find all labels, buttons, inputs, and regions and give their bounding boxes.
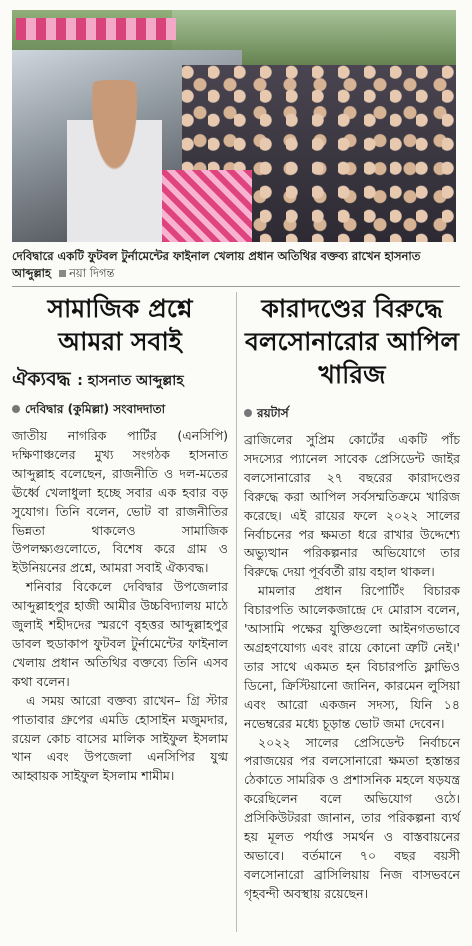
- subhead-main: ঐক্যবদ্ধ: [12, 368, 71, 390]
- photo-caption: [12, 248, 460, 282]
- bullet-icon: [12, 405, 20, 413]
- right-headline: কারাদণ্ডের বিরুদ্ধে বলসোনারোর আপিল খারিজ: [245, 294, 459, 389]
- paragraph: ব্রাজিলের সুপ্রিম কোর্টের একটি পাঁচ সদস্যের প্যানেল সাবেক প্রেসিডেন্ট জাইর বলসোনারোর ২৭ বছরের কারাদণ্ডের বিরুদ্ধে করা আপিল সর্বসম্মতিক্রমে খারিজ করেছে। এই রায়ের ফলে ২০২২ সালের নির্বাচনের পর ক্ষমতা ধরে রাখার উদ্দেশ্যে অভ্যুত্থান পরিকল্পনার অভিযোগে তার বিরুদ্ধে দেয়া পূর্ববর্তী রায় বহাল থাকল।: [244, 432, 460, 580]
- caption-text: দেবিদ্বারে একটি ফুটবল টুর্নামেন্টের ফাইনাল খেলায় প্রধান অতিথির বক্তব্য রাখেন হাসনাত আব্দুল্লাহ: [12, 249, 421, 280]
- square-bullet-icon: [59, 270, 66, 277]
- photo-banner: [16, 18, 176, 40]
- paragraph: শনিবার বিকেলে দেবিদ্বার উপজেলার আব্দুল্লাহপুর হাজী আমীর উচ্চবিদ্যালয় মাঠে জুলাই শহীদদের স্মরণে বৃহত্তর আব্দুল্লাহপুর ডাবল হুডাকাপ ফুটবল টুর্নামেন্টের ফাইনাল খেলায় প্রধান অতিথির বক্তব্যে তিনি এসব কথা বলেন।: [12, 579, 228, 689]
- photo-carpet: [162, 170, 252, 242]
- right-article: [244, 292, 460, 904]
- photo-speaker: [67, 80, 162, 242]
- right-body: [244, 431, 460, 904]
- left-article: [12, 292, 228, 786]
- left-headline: সামাজিক প্রশ্নে আমরা সবাই: [47, 294, 193, 356]
- divider: [12, 286, 460, 287]
- dateline-text: দেবিদ্বার (কুমিল্লা) সংবাদদাতা: [25, 402, 166, 416]
- paragraph: মামলার প্রধান রিপোর্টিং বিচারক বিচারপতি আলেকজান্দ্রে দে মোরাস বলেন, 'আসামি পক্ষের যুক্তিগুলো আইনগতভাবে অগ্রহণযোগ্য এবং রায়ে কোনো ত্রুটি নেই।' তার সাথে একমত হন বিচারপতি ফ্লাভিও ডিনো, ক্রিস্টিয়ানো জানিন, কারমেন লুসিয়া এবং আরো একজন সদস্য, যিনি ১৪ নভেম্বরের মধ্যে চূড়ান্ত ভোট জমা দেবেন।: [244, 583, 460, 731]
- subhead-attribution: : হাসনাত আব্দুল্লাহ: [77, 373, 184, 389]
- paragraph: ২০২২ সালের প্রেসিডেন্ট নির্বাচনে পরাজয়ের পর বলসোনারো ক্ষমতা হস্তান্তর ঠেকাতে সামরিক ও প্রশাসনিক মহলে ষড়যন্ত্র করেছিলেন বলে অভিযোগ ওঠে। প্রসিকিউটররা জানান, তার পরিকল্পনা ব্যর্থ হয় মূলত পর্যাপ্ত সমর্থন ও বাস্তবায়নের অভাবে। বর্তমানে ৭০ বছর বয়সী বলসোনারো ব্রাসিলিয়ায় নিজ বাসভবনে গৃহবন্দী অবস্থায় রয়েছেন।: [244, 734, 460, 901]
- left-dateline: [12, 401, 228, 421]
- news-photo: [12, 10, 456, 242]
- left-subhead: [12, 366, 228, 394]
- column-divider: [236, 292, 237, 932]
- paragraph: জাতীয় নাগরিক পার্টির (এনসিপি) দক্ষিণাঞ্চলের মুখ্য সংগঠক হাসনাত আব্দুল্লাহ বলেছেন, রাজনীতি ও দল-মতের ঊর্ধ্বে খেলাধুলা হচ্ছে সবার এক হবার বড় সুযোগ। তিনি বলেন, ভোট বা রাজনীতির ভিন্নতা থাকলেও সামাজিক উপলক্ষ্যগুলোতে, বিশেষ করে গ্রাম ও ইউনিয়নের প্রশ্নে, আমরা সবাই ঐক্যবদ্ধ।: [12, 428, 228, 576]
- right-dateline: [244, 405, 460, 425]
- bullet-icon: [244, 409, 252, 417]
- caption-source: নয়া দিগন্ত: [69, 266, 115, 280]
- paragraph: এ সময় আরো বক্তব্য রাখেন– গ্রি স্টার পাতাবার গ্রুপের এমডি হোসাইন মজুমদার, রয়েল কোচ বাসের মালিক সাইফুল ইসলাম খান এবং উপজেলা এনসিপির যুগ্ম আহ্বায়ক সাইফুল ইসলাম শামীম।: [12, 692, 228, 784]
- left-body: [12, 427, 228, 786]
- dateline-text: রয়টার্স: [257, 406, 289, 420]
